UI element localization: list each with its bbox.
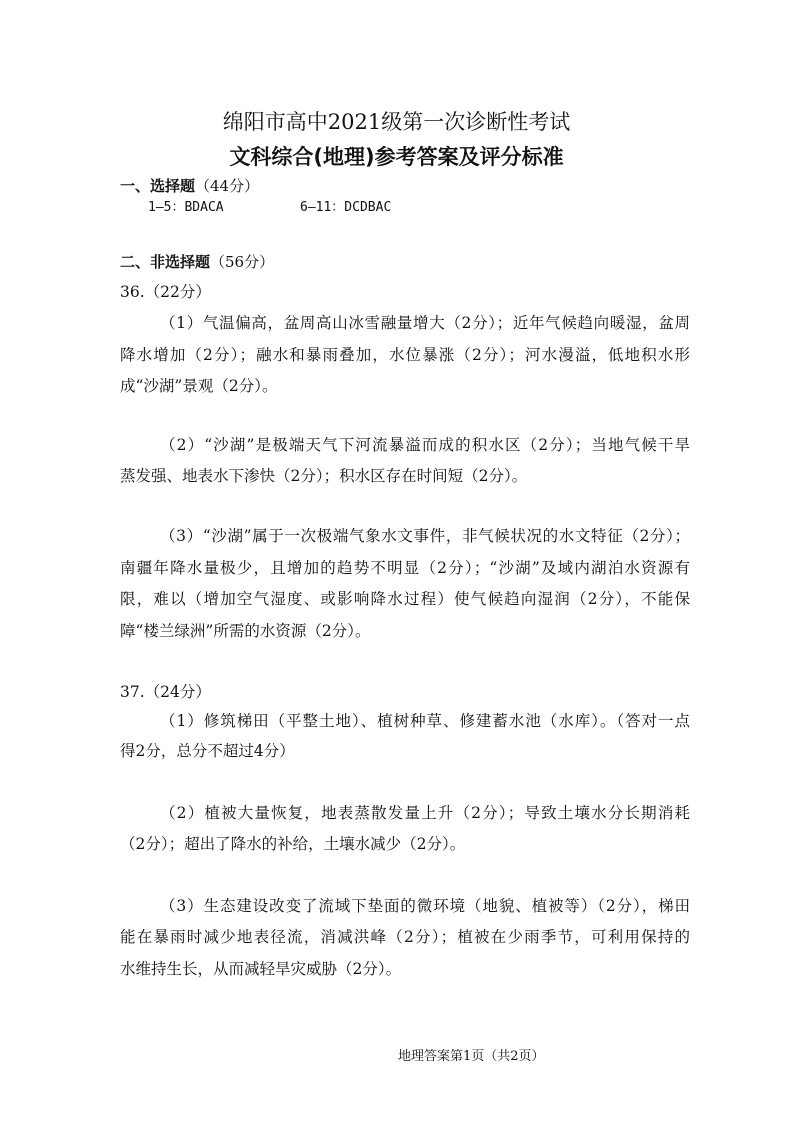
q37-p1-line: （1）修筑梯田（平整土地）、植树种草、修建蓄水池（水库）。（答对一点 [160, 712, 690, 730]
q36-p2-line: 蒸发强、地表水下渗快（2分）；积水区存在时间短（2分）。 [120, 467, 528, 485]
q37-p2-line: （2分）；超出了降水的补给，土壤水减少（2分）。 [120, 835, 466, 853]
q36-p1-line: 成“沙湖”景观（2分）。 [120, 377, 278, 395]
q37-p1-line: 得2分，总分不超过4分） [120, 742, 295, 760]
q36-p1-line: （1）气温偏高，盆周高山冰雪融量增大（2分）；近年气候趋向暖湿，盆周 [160, 314, 690, 332]
q36-p1-line: 降水增加（2分）；融水和暴雨叠加，水位暴涨（2分）；河水漫溢，低地积水形 [120, 346, 690, 364]
q36-p3-line: （3）“沙湖”属于一次极端气象水文事件，非气候状况的水文特征（2分）； [160, 527, 690, 545]
q36-p3-line: 南疆年降水量极少，且增加的趋势不明显（2分）；“沙湖”及域内湖泊水资源有 [120, 559, 690, 577]
document-subtitle: 文科综合(地理)参考答案及评分标准 [229, 145, 564, 169]
q36-p3-line: 限，难以（增加空气湿度、或影响降水过程）使气候趋向湿润（2分），不能保 [120, 590, 690, 608]
q37-label: 37.（24分） [120, 683, 211, 701]
answers-6-11: 6—11：DCDBAC [300, 200, 392, 215]
section-1-heading [120, 176, 259, 196]
q36-label: 36.（22分） [120, 283, 211, 301]
section-2-heading [120, 252, 274, 272]
section-1-title: 一、选择题 [120, 177, 196, 195]
q36-p2-line: （2）“沙湖”是极端天气下河流暴溢而成的积水区（2分）；当地气候干旱 [160, 436, 690, 454]
q37-p3-line: （3）生态建设改变了流域下垫面的微环境（地貌、植被等）（2分），梯田 [160, 897, 690, 915]
q37-p3-line: 能在暴雨时减少地表径流，消减洪峰（2分）；植被在少雨季节，可利用保持的 [120, 928, 690, 946]
q37-p2-line: （2）植被大量恢复，地表蒸散发量上升（2分）；导致土壤水分长期消耗 [160, 804, 690, 822]
answers-1-5: 1—5：BDACA [148, 200, 224, 215]
q36-p3-line: 障“楼兰绿洲”所需的水资源（2分）。 [120, 622, 371, 640]
section-2-points: （56分） [210, 253, 275, 271]
section-1-points: （44分） [195, 177, 260, 195]
page-footer: 地理答案第1页（共2页） [398, 1049, 545, 1064]
section-2-title: 二、非选择题 [120, 253, 211, 271]
q37-p3-line: 水维持生长，从而减轻旱灾威胁（2分）。 [120, 960, 402, 978]
document-title: 绵阳市高中2021级第一次诊断性考试 [222, 110, 571, 134]
